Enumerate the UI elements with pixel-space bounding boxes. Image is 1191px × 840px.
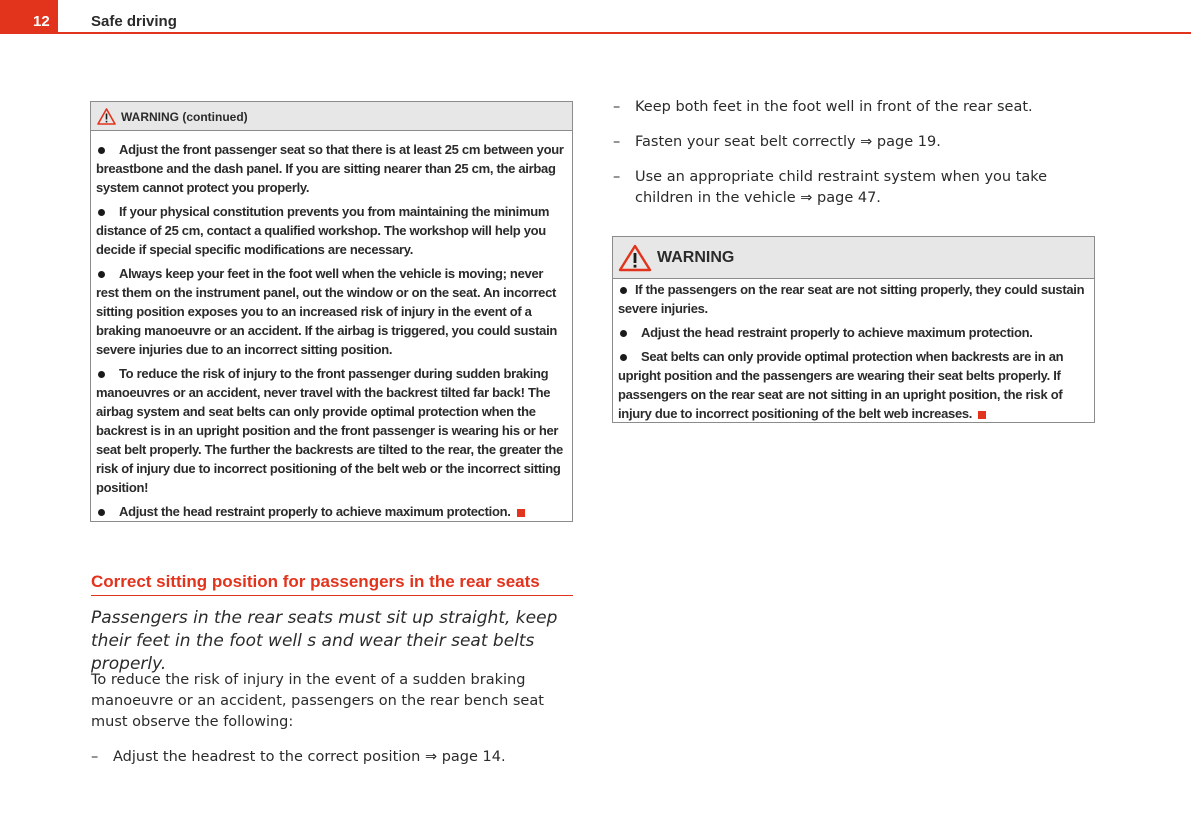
warning-item: To reduce the risk of injury to the front passenger during sudden braking manoeuvres or an accident, never travel with the backrest tilted far back! The airbag system and seat belts can only provide optimal protection when the backrest is in an upright position and the front passenger is wearing his or her seat belt properly. The further the backrests are tilted to the rear, the greater the risk of injury due to incorrect positioning of the belt web or the incorrect sitting position! <box>96 366 563 495</box>
list-item: – Use an appropriate child restraint system when you take children in the vehicle ⇒ page 47. <box>613 169 1048 206</box>
list-item: – Fasten your seat belt correctly ⇒ page 19. <box>613 134 941 150</box>
warning-continued-title: WARNING (continued) <box>121 110 248 124</box>
warning-item: Adjust the head restraint properly to achieve maximum protection. <box>96 502 566 521</box>
lead-paragraph: Passengers in the rear seats must sit up straight, keep their feet in the foot well s and wear their seat belts properly. <box>91 608 558 674</box>
warning-continued-body <box>91 131 572 521</box>
bullet <box>98 271 105 278</box>
warning-title: WARNING <box>657 249 735 266</box>
list-item: – Keep both feet in the foot well in front of the rear seat. <box>613 99 1033 115</box>
warning-item: If the passengers on the rear seat are not sitting properly, they could sustain severe injuries. <box>618 282 1085 316</box>
warning-item: Seat belts can only provide optimal protection when backrests are in an upright position and the passengers are wearing their seat belts properly. If passengers on the rear seat are not sitting in an upright position, the risk of injury due to incorrect positioning of the belt web increases. <box>618 349 1064 421</box>
page-header <box>0 0 1191 36</box>
warning-item: Always keep your feet in the foot well when the vehicle is moving; never rest them on the instrument panel, out the window or on the seat. An incorrect sitting position exposes you to an increased risk of injury in the event of a braking manoeuvre or an accident. If the airbag is triggered, you could sustain severe injuries due to an incorrect sitting position. <box>96 266 558 357</box>
bullet <box>98 147 105 154</box>
page-number: 12 <box>0 0 58 34</box>
warning-triangle-icon <box>97 108 116 125</box>
warning-box <box>612 236 1095 423</box>
bullet <box>98 209 105 216</box>
end-of-section-marker <box>517 509 525 517</box>
header-rule <box>58 32 1191 34</box>
list-item: – Adjust the headrest to the correct position ⇒ page 14. <box>91 749 506 765</box>
end-of-section-marker <box>978 411 986 419</box>
warning-triangle-icon <box>618 244 652 272</box>
warning-item: If your physical constitution prevents you from maintaining the minimum distance of 25 cm, contact a qualified workshop. The workshop will help you decide if special specific modifications are necessary. <box>96 204 550 257</box>
warning-header <box>613 237 1094 279</box>
bullet <box>620 330 627 337</box>
warning-body <box>613 279 1094 423</box>
warning-item: Adjust the head restraint properly to achieve maximum protection. <box>618 323 1088 342</box>
warning-continued-box <box>90 101 573 522</box>
warning-continued-header <box>91 102 572 131</box>
bullet <box>98 371 105 378</box>
warning-item: Adjust the front passenger seat so that there is at least 25 cm between your breastbone and the dash panel. If you are sitting nearer than 25 cm, the airbag system cannot protect you properly. <box>96 142 564 195</box>
bullet <box>620 354 627 361</box>
bullet <box>98 509 105 516</box>
section-heading: Correct sitting position for passengers in the rear seats <box>91 572 573 596</box>
bullet <box>620 287 627 294</box>
section-title: Safe driving <box>91 13 177 30</box>
intro-paragraph: To reduce the risk of injury in the event of a sudden braking manoeuvre or an accident, passengers on the rear bench seat must observe the following: <box>91 672 544 730</box>
